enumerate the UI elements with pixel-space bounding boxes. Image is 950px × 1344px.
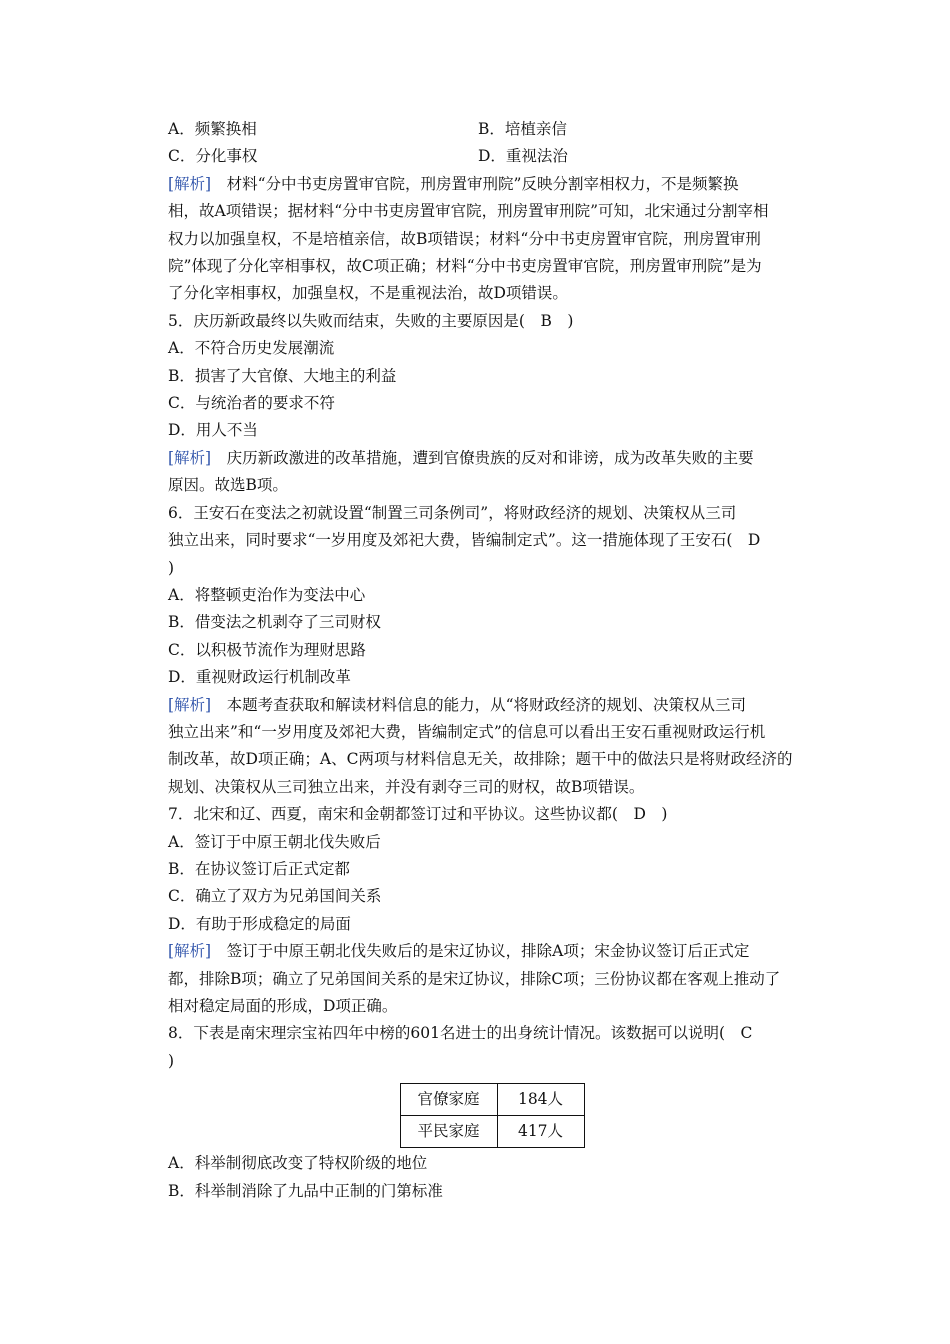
q4-option-a: A．频繁换相 (168, 120, 257, 138)
table-row (400, 1116, 584, 1148)
q5-stem (168, 308, 816, 335)
q8-stem (168, 1020, 816, 1075)
q6-option-a: A．将整顿吏治作为变法中心 (168, 585, 366, 604)
q7-option-b: B．在协议签订后正式定都 (168, 859, 350, 878)
analysis-label: [解析] (168, 174, 212, 193)
q6-stem-line-1: 6．王安石在变法之初就设置“制置三司条例司”，将财政经济的规划、决策权从三司 (168, 503, 737, 522)
q6-analysis (168, 692, 816, 802)
analysis-label: [解析] (168, 942, 212, 961)
analysis-label: [解析] (168, 695, 212, 714)
q7-analysis-line-2: 都，排除B项；确立了兄弟国间关系的是宋辽协议，排除C项；三份协议都在客观上推动了 (168, 969, 781, 988)
table-cell-category: 平民家庭 (400, 1116, 497, 1148)
q8-table-wrapper (168, 1083, 816, 1148)
q7-analysis (168, 938, 816, 1020)
document-page (168, 116, 816, 1205)
q5-analysis-line-1: 庆历新政激进的改革措施，遭到官僚贵族的反对和诽谤，成为改革失败的主要 (226, 448, 754, 467)
q7-answer: D (633, 805, 646, 824)
q6-option-c: C．以积极节流作为理财思路 (168, 640, 366, 659)
q4-analysis-line-3: 权力以加强皇权，不是培植亲信，故B项错误；材料“分中书吏房置审官院，刑房置审刑 (168, 229, 761, 248)
q7-option-a: A．签订于中原王朝北伐失败后 (168, 832, 381, 851)
q7-stem (168, 801, 816, 828)
q8-data-table (400, 1083, 585, 1148)
q6-analysis-line-2: 独立出来”和“一岁用度及郊祀大费，皆编制定式”的信息可以看出王安石重视财政运行机 (168, 722, 766, 741)
q5-analysis (168, 445, 816, 500)
q8-option-b: B．科举制消除了九品中正制的门第标准 (168, 1181, 443, 1200)
q7-option-c: C．确立了双方为兄弟国间关系 (168, 887, 382, 906)
q4-analysis-line-1: 材料“分中书吏房置审官院，刑房置审刑院”反映分割宰相权力，不是频繁换 (226, 174, 739, 193)
q7-option-d: D．有助于形成稳定的局面 (168, 914, 351, 933)
q5-stem-text: 5．庆历新政最终以失败而结束，失败的主要原因是( (168, 311, 525, 330)
q5-option-a: A．不符合历史发展潮流 (168, 339, 335, 358)
q6-stem-line-2: 独立出来，同时要求“一岁用度及郊祀大费，皆编制定式”。这一措施体现了王安石( D (168, 531, 761, 550)
q4-option-c: C．分化事权 (168, 147, 258, 166)
q6-analysis-line-4: 规划、决策权从三司独立出来，并没有剥夺三司的财权，故B项错误。 (168, 777, 645, 796)
table-row (400, 1084, 584, 1116)
q7-stem-close: ) (661, 805, 668, 824)
table-cell-count: 417人 (497, 1116, 584, 1148)
q5-stem-close: ) (567, 311, 574, 330)
q4-options-row-1 (168, 116, 816, 143)
q6-stem (168, 500, 816, 582)
q6-analysis-line-1: 本题考查获取和解读材料信息的能力，从“将财政经济的规划、决策权从三司 (226, 695, 747, 714)
q8-stem-line-2: ) (168, 1051, 175, 1070)
q4-analysis-line-5: 了分化宰相事权，加强皇权，不是重视法治，故D项错误。 (168, 284, 568, 303)
q4-analysis-line-4: 院”体现了分化宰相事权，故C项正确；材料“分中书吏房置审官院，刑房置审刑院”是为 (168, 257, 762, 276)
q6-option-b: B．借变法之机剥夺了三司财权 (168, 613, 381, 632)
q6-option-d: D．重视财政运行机制改革 (168, 668, 351, 687)
q6-analysis-line-3: 制改革，故D项正确；A、C两项与材料信息无关，故排除；题干中的做法只是将财政经济的 (168, 750, 793, 769)
q5-answer: B (540, 311, 552, 330)
analysis-label: [解析] (168, 448, 212, 467)
q7-analysis-line-3: 相对稳定局面的形成，D项正确。 (168, 997, 398, 1015)
q4-option-b: B．培植亲信 (478, 120, 567, 138)
q8-option-a: A．科举制彻底改变了特权阶级的地位 (168, 1154, 428, 1173)
table-cell-category: 官僚家庭 (400, 1084, 497, 1116)
q4-option-d: D．重视法治 (478, 147, 568, 166)
q7-analysis-line-1: 签订于中原王朝北伐失败后的是宋辽协议，排除A项；宋金协议签订后正式定 (226, 942, 750, 961)
q8-stem-line-1: 8．下表是南宋理宗宝祐四年中榜的601名进士的出身统计情况。该数据可以说明( C (168, 1024, 753, 1043)
table-cell-count: 184人 (497, 1084, 584, 1116)
q7-stem-text: 7．北宋和辽、西夏，南宋和金朝都签订过和平协议。这些协议都( (168, 805, 618, 824)
q5-option-b: B．损害了大官僚、大地主的利益 (168, 366, 397, 385)
q5-analysis-line-2: 原因。故选B项。 (168, 476, 288, 495)
q6-stem-line-3: ) (168, 558, 175, 577)
q4-options-row-2 (168, 143, 816, 170)
q5-option-d: D．用人不当 (168, 421, 258, 440)
q4-analysis (168, 171, 816, 308)
q4-analysis-line-2: 相，故A项错误；据材料“分中书吏房置审官院，刑房置审刑院”可知，北宋通过分割宰相 (168, 202, 769, 221)
q5-option-c: C．与统治者的要求不符 (168, 394, 335, 413)
